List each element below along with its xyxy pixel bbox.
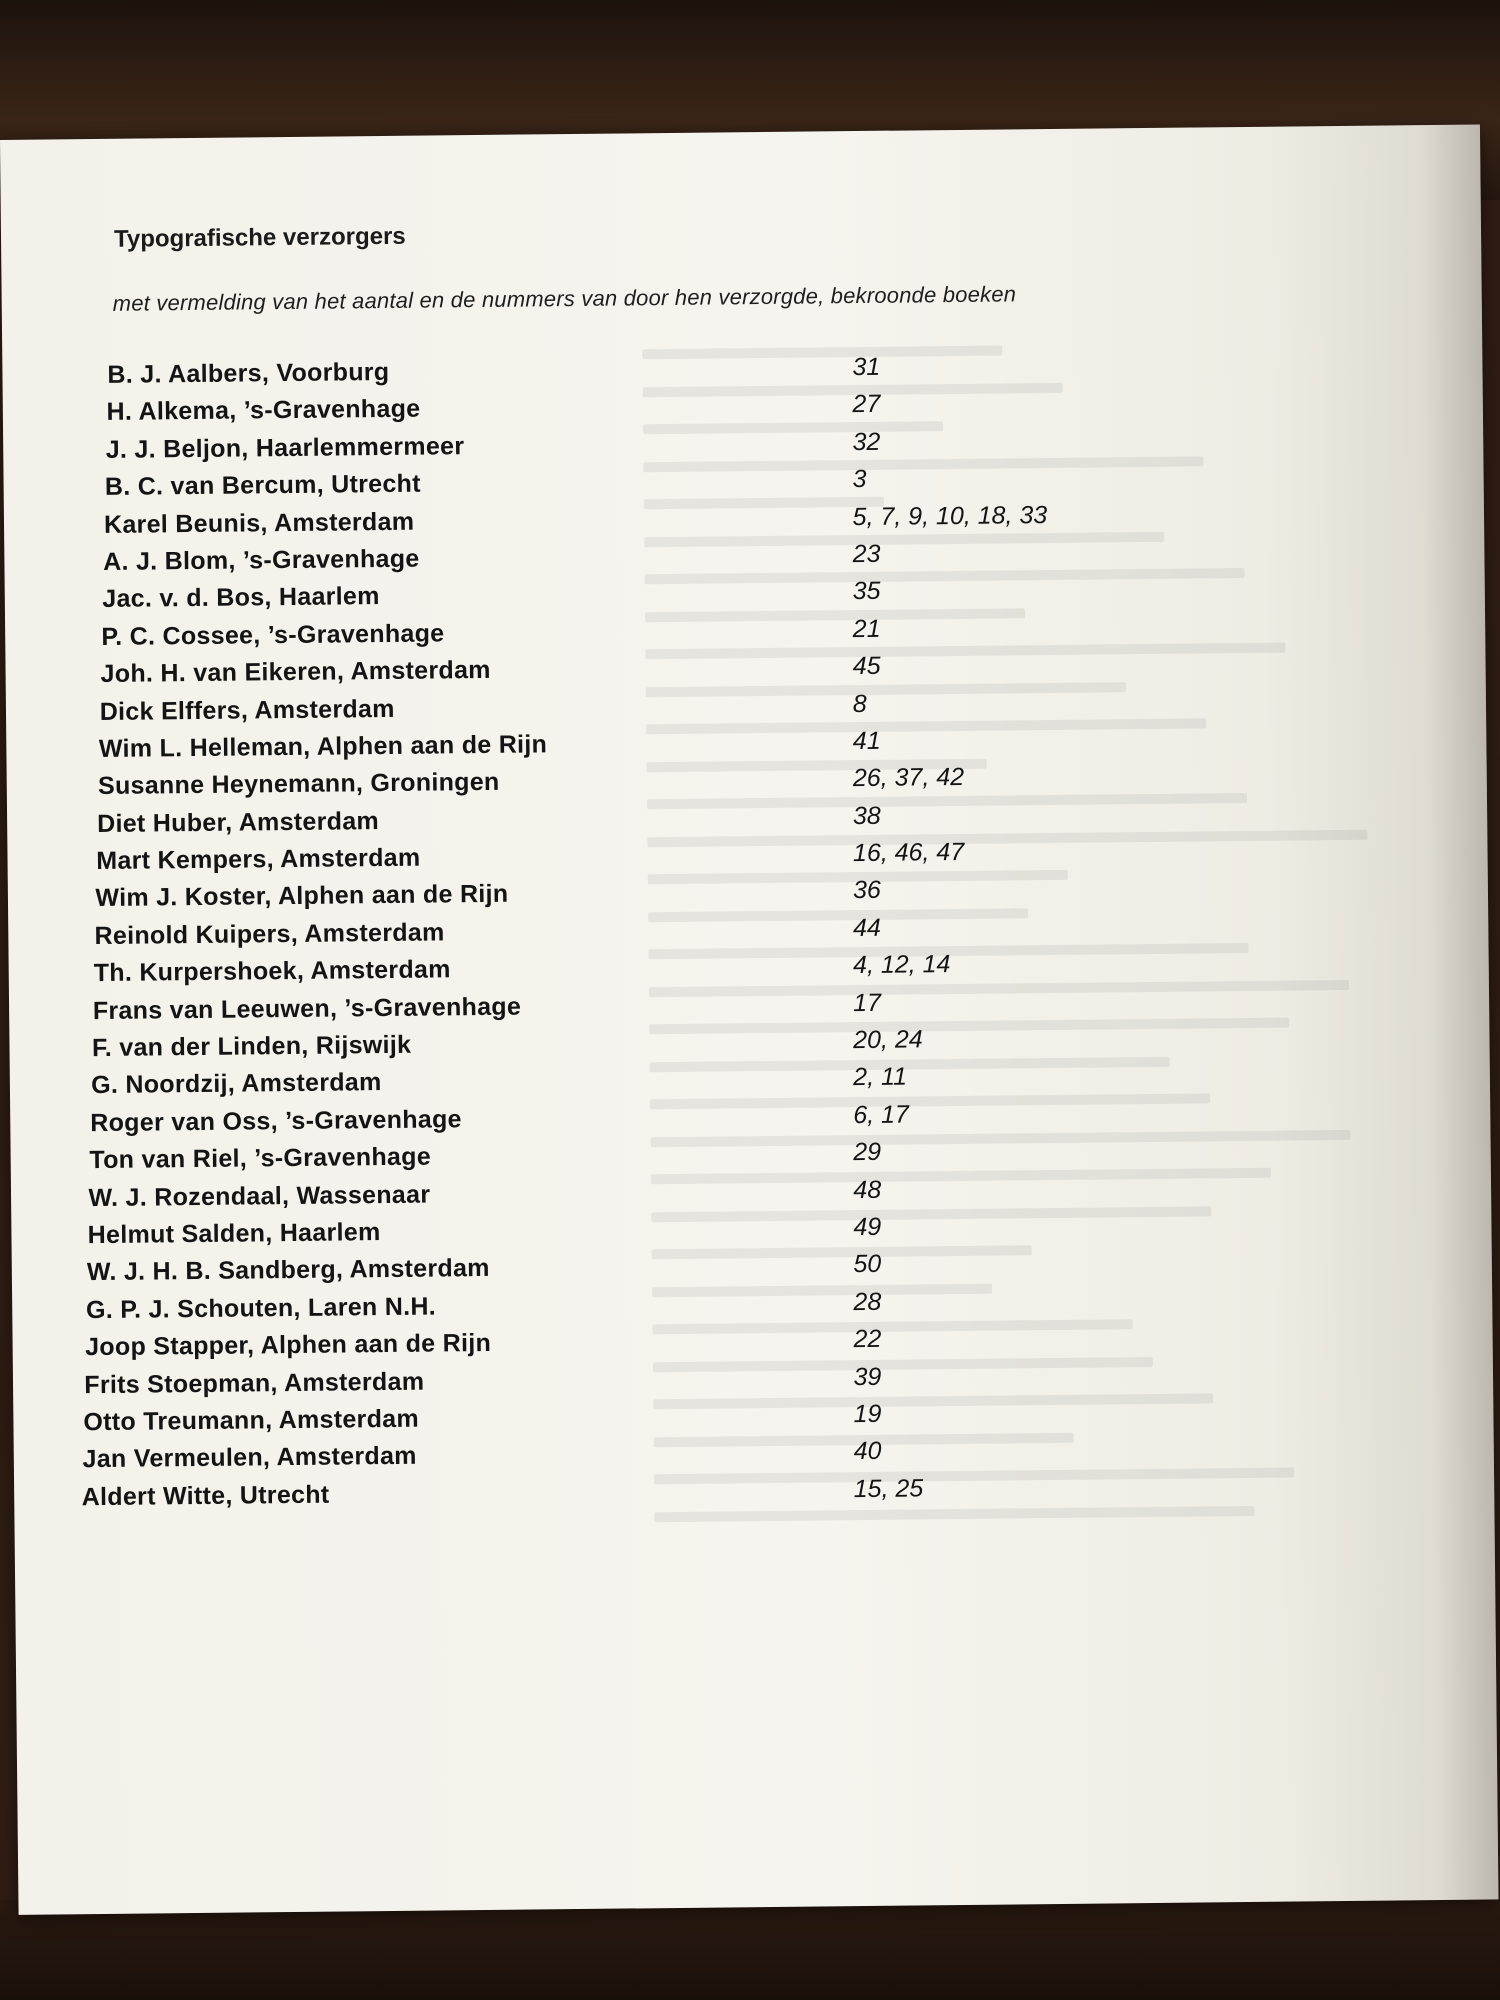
book-numbers: 6, 17 <box>853 1100 910 1129</box>
designer-name: Th. Kurpershoek, Amsterdam <box>93 955 451 988</box>
designer-name: W. J. Rozendaal, Wassenaar <box>88 1180 431 1212</box>
book-numbers: 32 <box>852 427 881 456</box>
book-numbers: 4, 12, 14 <box>852 950 951 980</box>
book-numbers: 40 <box>853 1437 882 1466</box>
book-numbers: 2, 11 <box>853 1062 908 1092</box>
book-numbers: 17 <box>852 988 882 1017</box>
designer-name: H. Alkema, ’s-Gravenhage <box>106 395 421 427</box>
book-numbers: 36 <box>852 876 881 905</box>
designer-name: A. J. Blom, ’s-Gravenhage <box>103 544 420 576</box>
book-numbers: 44 <box>852 913 882 942</box>
book-numbers: 20, 24 <box>853 1025 923 1055</box>
designer-name: G. P. J. Schouten, Laren N.H. <box>85 1292 437 1324</box>
designer-name: Dick Elffers, Amsterdam <box>99 694 395 726</box>
designer-name: Karel Beunis, Amsterdam <box>103 507 415 539</box>
book-numbers: 16, 46, 47 <box>852 838 965 868</box>
designer-name: Joh. H. van Eikeren, Amsterdam <box>100 656 491 689</box>
book-numbers: 39 <box>853 1362 882 1391</box>
book-numbers: 29 <box>853 1138 882 1167</box>
designer-name: Mart Kempers, Amsterdam <box>96 843 421 876</box>
book-numbers: 15, 25 <box>853 1474 924 1503</box>
book-numbers: 48 <box>853 1175 882 1204</box>
book-numbers: 31 <box>852 352 881 382</box>
designer-name: Diet Huber, Amsterdam <box>97 806 380 838</box>
designer-name: Otto Treumann, Amsterdam <box>83 1404 420 1437</box>
designer-name: Helmut Salden, Haarlem <box>87 1218 381 1250</box>
designer-name: Jac. v. d. Bos, Haarlem <box>102 582 380 614</box>
designer-name: B. C. van Bercum, Utrecht <box>104 469 421 502</box>
book-numbers: 21 <box>852 614 881 643</box>
designer-name: P. C. Cossee, ’s-Gravenhage <box>101 619 445 651</box>
book-numbers: 41 <box>852 726 881 756</box>
designer-name: W. J. H. B. Sandberg, Amsterdam <box>86 1254 490 1287</box>
designer-name: Frans van Leeuwen, ’s-Gravenhage <box>92 992 522 1025</box>
book-numbers: 26, 37, 42 <box>852 763 965 793</box>
book-numbers: 28 <box>853 1287 882 1316</box>
book-numbers: 35 <box>852 577 881 606</box>
designer-name: Wim L. Helleman, Alphen aan de Rijn <box>98 730 548 763</box>
book-numbers: 45 <box>852 651 881 681</box>
book-numbers: 8 <box>852 689 867 718</box>
designer-name: Jan Vermeulen, Amsterdam <box>82 1442 417 1474</box>
page-gutter-shadow <box>1420 125 1499 1901</box>
designer-name: Joop Stapper, Alphen aan de Rijn <box>85 1329 492 1362</box>
designer-name: Aldert Witte, Utrecht <box>81 1480 330 1511</box>
book-numbers: 22 <box>853 1324 882 1354</box>
table-surface-bottom <box>0 1900 1500 2000</box>
book-numbers: 38 <box>852 801 881 830</box>
designer-name: F. van der Linden, Rijswijk <box>91 1030 412 1063</box>
designer-name: Reinold Kuipers, Amsterdam <box>94 918 445 950</box>
book-numbers: 27 <box>852 390 881 419</box>
designer-name: Wim J. Koster, Alphen aan de Rijn <box>95 880 509 913</box>
book-numbers: 3 <box>852 465 867 494</box>
designer-name: B. J. Aalbers, Voorburg <box>107 357 390 389</box>
designer-name: Roger van Oss, ’s-Gravenhage <box>90 1105 462 1137</box>
designer-name: G. Noordzij, Amsterdam <box>91 1068 382 1100</box>
book-page <box>0 125 1499 1915</box>
designer-name: Frits Stoepman, Amsterdam <box>84 1367 425 1399</box>
book-numbers: 49 <box>853 1212 882 1242</box>
book-numbers: 19 <box>853 1399 882 1429</box>
designer-name: Susanne Heynemann, Groningen <box>97 768 500 801</box>
book-numbers: 23 <box>852 539 881 569</box>
designer-name: Ton van Riel, ’s-Gravenhage <box>89 1142 432 1175</box>
book-numbers: 50 <box>853 1250 882 1279</box>
page-title: Typografische verzorgers <box>113 222 406 253</box>
page-subtitle: met vermelding van het aantal en de nummers van door hen verzorgde, bekroonde boeken <box>112 281 1017 316</box>
designer-name: J. J. Beljon, Haarlemmermeer <box>105 431 465 464</box>
book-numbers: 5, 7, 9, 10, 18, 33 <box>852 500 1048 531</box>
designer-list <box>81 350 1169 1520</box>
